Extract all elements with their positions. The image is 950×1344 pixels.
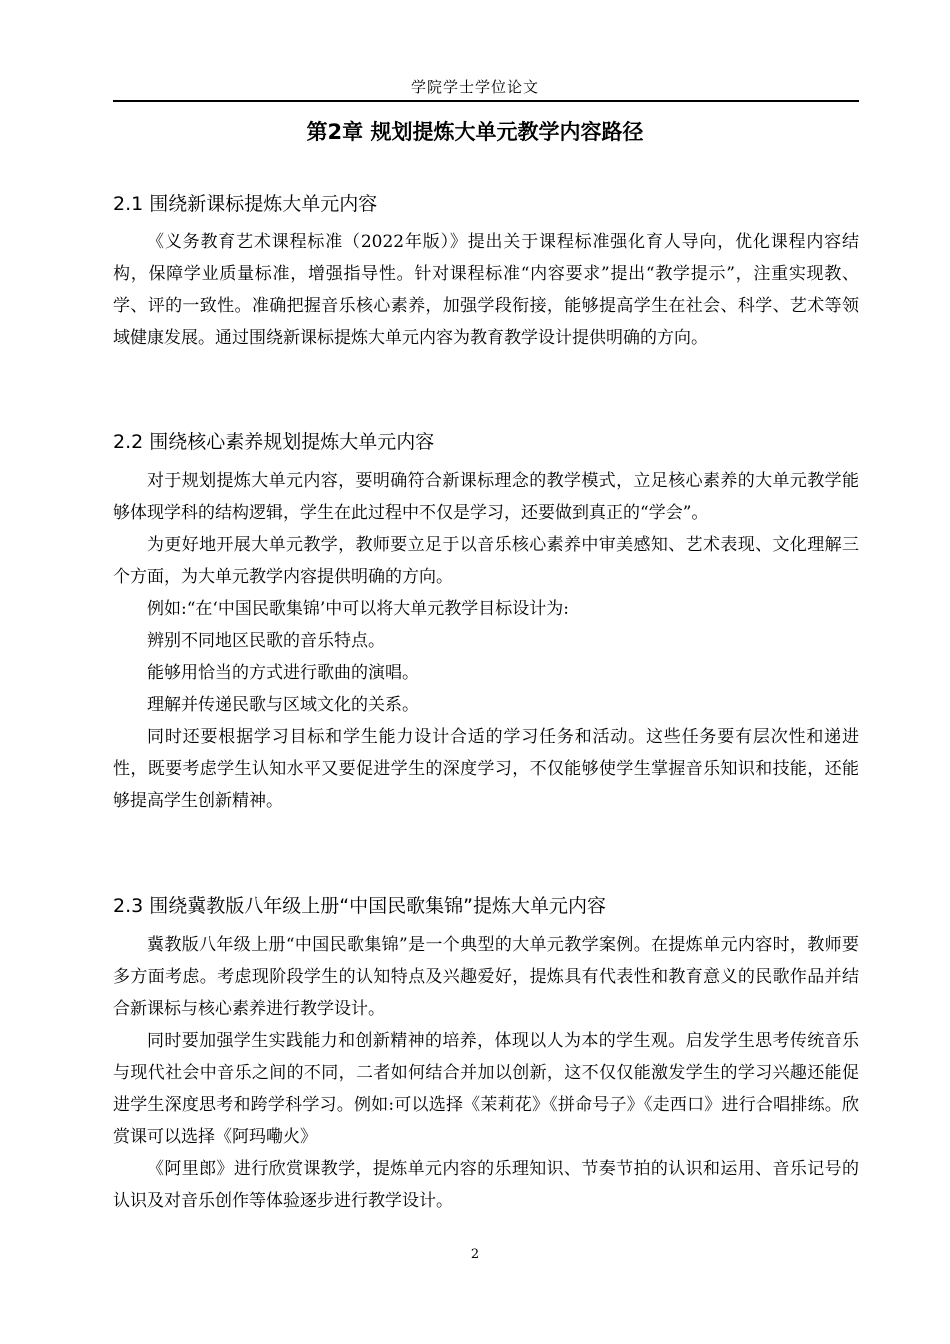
paragraph: 对于规划提炼大单元内容，要明确符合新课标理念的教学模式，立足核心素养的大单元教学能够体现学科的结构逻辑，学生在此过程中不仅是学习，还要做到真正的“学会”。	[113, 471, 859, 523]
paragraph: 同时要加强学生实践能力和创新精神的培养，体现以人为本的学生观。启发学生思考传统音乐与现代社会中音乐之间的不同，二者如何结合并加以创新，这不仅仅能激发学生的学习兴趣还能促进学生深度思考和跨学科学习。例如:可以选择《茉莉花》《拼命号子》《走西口》进行合唱排练。欣赏课可以选择《阿玛嘞火》	[113, 1031, 859, 1147]
list-item: 理解并传递民歌与区域文化的关系。	[147, 695, 419, 715]
section-body-2-2	[113, 465, 859, 817]
paragraph: 冀教版八年级上册“中国民歌集锦”是一个典型的大单元教学案例。在提炼单元内容时，教师要多方面考虑。考虑现阶段学生的认知特点及兴趣爱好，提炼具有代表性和教育意义的民歌作品并结合新课标与核心素养进行教学设计。	[113, 935, 859, 1019]
paragraph: 《阿里郎》进行欣赏课教学，提炼单元内容的乐理知识、节奏节拍的认识和运用、音乐记号的认识及对音乐创作等体验逐步进行教学设计。	[113, 1159, 859, 1211]
list-item: 辨别不同地区民歌的音乐特点。	[147, 631, 385, 651]
page-number: 2	[470, 1247, 480, 1262]
section-body-2-1	[113, 226, 859, 354]
paragraph: 例如:“在‘中国民歌集锦’中可以将大单元教学目标设计为:	[147, 599, 569, 619]
section-heading-2-3: 2.3 围绕冀教版八年级上册“中国民歌集锦”提炼大单元内容	[113, 895, 606, 917]
paragraph: 同时还要根据学习目标和学生能力设计合适的学习任务和活动。这些任务要有层次性和递进性，既要考虑学生认知水平又要促进学生的深度学习，不仅能够使学生掌握音乐知识和技能，还能够提高学生创新精神。	[113, 727, 859, 811]
chapter-title: 第2章 规划提炼大单元教学内容路径	[306, 120, 644, 144]
paragraph: 为更好地开展大单元教学，教师要立足于以音乐核心素养中审美感知、艺术表现、文化理解三个方面，为大单元教学内容提供明确的方向。	[113, 535, 859, 587]
header-divider	[113, 100, 859, 102]
section-body-2-3	[113, 929, 859, 1217]
list-item: 能够用恰当的方式进行歌曲的演唱。	[147, 663, 419, 683]
section-heading-2-1: 2.1 围绕新课标提炼大单元内容	[113, 193, 378, 215]
running-header: 学院学士学位论文	[410, 78, 539, 96]
section-heading-2-2: 2.2 围绕核心素养规划提炼大单元内容	[113, 431, 435, 453]
paragraph: 《义务教育艺术课程标准（2022年版）》提出关于课程标准强化育人导向，优化课程内容结构，保障学业质量标准，增强指导性。针对课程标准“内容要求”提出“教学提示”，注重实现教、学、评的一致性。准确把握音乐核心素养，加强学段衔接，能够提高学生在社会、科学、艺术等领域健康发展。通过围绕新课标提炼大单元内容为教育教学设计提供明确的方向。	[113, 232, 859, 348]
